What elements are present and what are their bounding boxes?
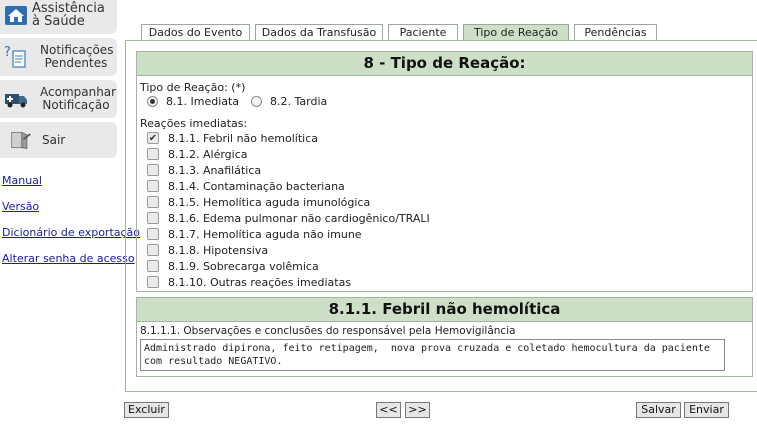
tab-bar [141,24,662,40]
reaction-type-section [136,51,753,292]
next-button[interactable]: >> [405,402,430,418]
manual-link[interactable]: Manual [2,174,42,187]
checkbox-label: 8.1.2. Alérgica [168,147,248,161]
checkbox-volume-overload[interactable] [147,260,159,272]
save-button[interactable]: Salvar [636,402,681,418]
notifications-label-2: Pendentes [44,56,108,70]
observations-textarea[interactable] [140,339,725,371]
follow-label-1: Acompanhar [40,85,117,99]
home-label-1: Assistência [32,1,105,16]
checkbox-label: 8.1.4. Contaminação bacteriana [168,179,345,193]
follow-label-2: Notificação [42,98,110,112]
previous-button[interactable]: << [376,402,401,418]
checkbox-febrile[interactable]: ✔ [148,132,158,144]
follow-notification-button[interactable] [0,80,117,118]
sidebar [0,0,141,426]
observations-label: 8.1.1.1. Observações e conclusões do responsável pela Hemovigilância [140,325,516,337]
main-panel [125,40,757,392]
checkbox-trali[interactable] [147,212,159,224]
tab-reaction-type[interactable]: Tipo de Reação [463,24,569,40]
checkbox-bacterial-contamination[interactable] [147,180,159,192]
febrile-title: 8.1.1. Febril não hemolítica [137,298,752,322]
reaction-checkbox-row [147,211,430,225]
checkbox-label: 8.1.5. Hemolítica aguda imunológica [168,195,371,209]
exit-label: Sair [42,132,66,147]
reaction-checkbox-row [147,275,351,289]
radio-late-label: 8.2. Tardia [270,95,328,108]
exit-door-icon [0,128,32,152]
radio-selected-dot [150,99,155,104]
checkbox-label: 8.1.8. Hipotensiva [168,243,269,257]
checkbox-label: 8.1.1. Febril não hemolítica [168,131,318,145]
checkbox-allergic[interactable] [147,148,159,160]
exit-button[interactable] [0,122,117,158]
reaction-checkbox-row [147,259,319,273]
reaction-type-radios [147,95,339,108]
tab-pending[interactable]: Pendências [574,24,657,40]
reaction-checkbox-row [147,163,261,177]
reaction-checkbox-row [147,131,318,145]
reaction-checkbox-row [147,147,248,161]
tab-transfusion-data[interactable]: Dados da Transfusão [255,24,383,40]
delete-button[interactable]: Excluir [124,402,169,418]
checkbox-label: 8.1.10. Outras reações imediatas [168,275,352,289]
tab-patient[interactable]: Paciente [388,24,458,40]
febrile-section [136,297,753,377]
reaction-type-label: Tipo de Reação: (*) [140,81,246,94]
home-label-2: à Saúde [32,14,85,29]
checkbox-label: 8.1.6. Edema pulmonar não cardiogênico/TRALI [168,211,430,225]
export-dictionary-link[interactable]: Dicionário de exportação [2,226,141,239]
pending-notifications-button[interactable] [0,38,117,76]
radio-immediate-label: 8.1. Imediata [166,95,240,108]
svg-text:?: ? [4,45,11,60]
reaction-checkbox-row [147,195,370,209]
checkbox-label: 8.1.7. Hemolítica aguda não imune [168,227,362,241]
send-button[interactable]: Enviar [684,402,729,418]
reaction-checkbox-row [147,243,268,257]
checkbox-hypotensive[interactable] [147,244,159,256]
checkbox-hemolytic-immune[interactable] [147,196,159,208]
version-link[interactable]: Versão [2,200,40,213]
reaction-checkbox-row [147,179,345,193]
radio-immediate[interactable] [147,96,158,107]
home-button[interactable] [0,0,117,34]
notifications-label-1: Notificações [40,43,114,57]
checkbox-hemolytic-non-immune[interactable] [147,228,159,240]
checkbox-label: 8.1.3. Anafilática [168,163,262,177]
change-password-link[interactable]: Alterar senha de acesso [2,252,135,265]
radio-late[interactable] [251,96,262,107]
immediate-reactions-label: Reações imediatas: [140,117,248,130]
tab-event-data[interactable]: Dados do Evento [141,24,250,40]
home-icon [0,4,32,26]
reaction-checkbox-row [147,227,362,241]
checkbox-anaphylactic[interactable] [147,164,159,176]
ambulance-icon [0,88,32,110]
document-question-icon [0,44,32,70]
checkbox-label: 8.1.9. Sobrecarga volêmica [168,259,319,273]
reaction-type-title: 8 - Tipo de Reação: [137,52,752,76]
checkbox-other-reactions[interactable] [147,276,159,288]
